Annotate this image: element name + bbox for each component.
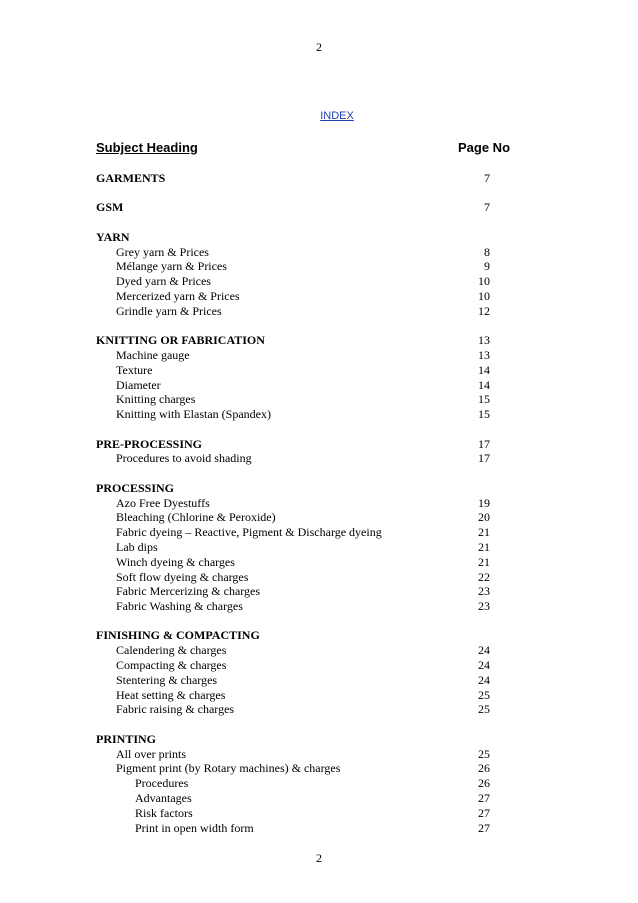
index-entry — [0, 806, 638, 821]
entry-title: PROCESSING — [96, 480, 175, 495]
entry-title: Fabric dyeing – Reactive, Pigment & Discharge dyeing — [116, 525, 382, 540]
entry-page-number: 17 — [478, 451, 490, 466]
index-title: INDEX — [320, 110, 354, 122]
index-entry — [0, 761, 638, 776]
index-entry — [0, 289, 638, 304]
entry-page-number: 25 — [478, 687, 490, 702]
entry-page-number: 24 — [478, 672, 490, 687]
index-entry — [0, 496, 638, 511]
index-entry — [0, 348, 638, 363]
entry-page-number: 20 — [478, 510, 490, 525]
entry-title: Fabric Washing & charges — [116, 599, 243, 614]
entry-title: Mélange yarn & Prices — [116, 259, 227, 274]
entry-title: Dyed yarn & Prices — [116, 274, 211, 289]
entry-title: Risk factors — [135, 805, 193, 820]
entry-page-number: 25 — [478, 702, 490, 717]
entry-page-number: 7 — [484, 171, 490, 185]
entry-page-number: 21 — [478, 525, 490, 540]
entry-title: Calendering & charges — [116, 643, 227, 658]
index-entry — [0, 525, 638, 540]
page-no-label: Page No — [458, 140, 511, 155]
index-entry — [0, 688, 638, 703]
entry-page-number: 14 — [478, 377, 490, 392]
entry-title: YARN — [96, 229, 130, 244]
entry-title: Advantages — [135, 791, 192, 806]
index-entry — [0, 540, 638, 555]
entry-title: Azo Free Dyestuffs — [116, 495, 210, 510]
index-entry — [0, 333, 638, 348]
index-entry — [0, 451, 638, 466]
index-entry — [0, 437, 638, 452]
index-entry — [0, 821, 638, 836]
entry-title: Fabric Mercerizing & charges — [116, 584, 261, 599]
entry-title: Fabric raising & charges — [116, 702, 235, 717]
index-entry — [0, 510, 638, 525]
entry-page-number: 25 — [478, 746, 490, 761]
index-entry — [0, 658, 638, 673]
index-entry — [0, 200, 638, 215]
index-entry — [0, 245, 638, 260]
index-list — [0, 171, 638, 835]
index-entry — [0, 171, 638, 186]
entry-page-number: 19 — [478, 495, 490, 510]
entry-title: Winch dyeing & charges — [116, 554, 235, 569]
entry-title: FINISHING & COMPACTING — [96, 628, 260, 643]
entry-title: KNITTING OR FABRICATION — [96, 333, 265, 348]
entry-page-number: 23 — [478, 584, 490, 599]
entry-title: Procedures to avoid shading — [116, 451, 252, 466]
index-entry — [0, 599, 638, 614]
entry-page-number: 23 — [478, 599, 490, 614]
entry-page-number: 21 — [478, 539, 490, 554]
entry-page-number: 9 — [484, 259, 490, 274]
entry-title: Grey yarn & Prices — [116, 244, 209, 259]
entry-page-number: 27 — [478, 791, 490, 806]
index-entry — [0, 570, 638, 585]
page-number-bottom: 2 — [316, 851, 322, 865]
index-entry — [0, 643, 638, 658]
entry-title: Procedures — [135, 776, 189, 791]
index-entry — [0, 304, 638, 319]
entry-title: Knitting with Elastan (Spandex) — [116, 407, 271, 422]
entry-title: Grindle yarn & Prices — [116, 303, 222, 318]
index-entry — [0, 363, 638, 378]
index-entry — [0, 230, 638, 245]
entry-page-number: 13 — [478, 333, 490, 348]
entry-title: GSM — [96, 200, 124, 215]
index-entry — [0, 732, 638, 747]
index-entry — [0, 378, 638, 393]
index-entry — [0, 584, 638, 599]
entry-title: Print in open width form — [135, 820, 254, 835]
entry-page-number: 14 — [478, 362, 490, 377]
entry-title: All over prints — [116, 746, 186, 761]
index-entry — [0, 274, 638, 289]
entry-page-number: 21 — [478, 554, 490, 569]
entry-page-number: 22 — [478, 569, 490, 584]
entry-title: Lab dips — [116, 539, 158, 554]
entry-page-number: 17 — [478, 436, 490, 451]
index-entry — [0, 392, 638, 407]
entry-title: Mercerized yarn & Prices — [116, 288, 240, 303]
entry-page-number: 26 — [478, 761, 490, 776]
entry-title: Compacting & charges — [116, 658, 227, 673]
entry-title: Diameter — [116, 377, 161, 392]
index-entry — [0, 702, 638, 717]
index-entry — [0, 776, 638, 791]
entry-page-number: 24 — [478, 658, 490, 673]
entry-title: Texture — [116, 362, 153, 377]
entry-page-number: 24 — [478, 643, 490, 658]
entry-page-number: 7 — [484, 200, 490, 215]
index-entry — [0, 791, 638, 806]
entry-page-number: 15 — [478, 407, 490, 422]
entry-page-number: 10 — [478, 274, 490, 289]
page-number-top: 2 — [316, 40, 322, 54]
entry-title: GARMENTS — [96, 171, 166, 185]
entry-title: Knitting charges — [116, 392, 196, 407]
entry-title: Machine gauge — [116, 347, 190, 362]
index-entry — [0, 259, 638, 274]
index-entry — [0, 628, 638, 643]
subject-heading-label: Subject Heading — [96, 140, 198, 155]
entry-page-number: 10 — [478, 288, 490, 303]
index-entry — [0, 673, 638, 688]
entry-title: Soft flow dyeing & charges — [116, 569, 249, 584]
entry-page-number: 27 — [478, 820, 490, 835]
entry-title: Heat setting & charges — [116, 687, 226, 702]
entry-title: Pigment print (by Rotary machines) & charges — [116, 761, 341, 776]
entry-title: Stentering & charges — [116, 672, 218, 687]
entry-page-number: 15 — [478, 392, 490, 407]
entry-page-number: 13 — [478, 347, 490, 362]
entry-page-number: 12 — [478, 303, 490, 318]
entry-page-number: 8 — [484, 244, 490, 259]
index-entry — [0, 555, 638, 570]
index-entry — [0, 481, 638, 496]
entry-title: PRE-PROCESSING — [96, 436, 203, 451]
index-entry — [0, 407, 638, 422]
index-entry — [0, 747, 638, 762]
entry-title: Bleaching (Chlorine & Peroxide) — [116, 510, 276, 525]
entry-title: PRINTING — [96, 731, 157, 746]
entry-page-number: 27 — [478, 805, 490, 820]
entry-page-number: 26 — [478, 776, 490, 791]
